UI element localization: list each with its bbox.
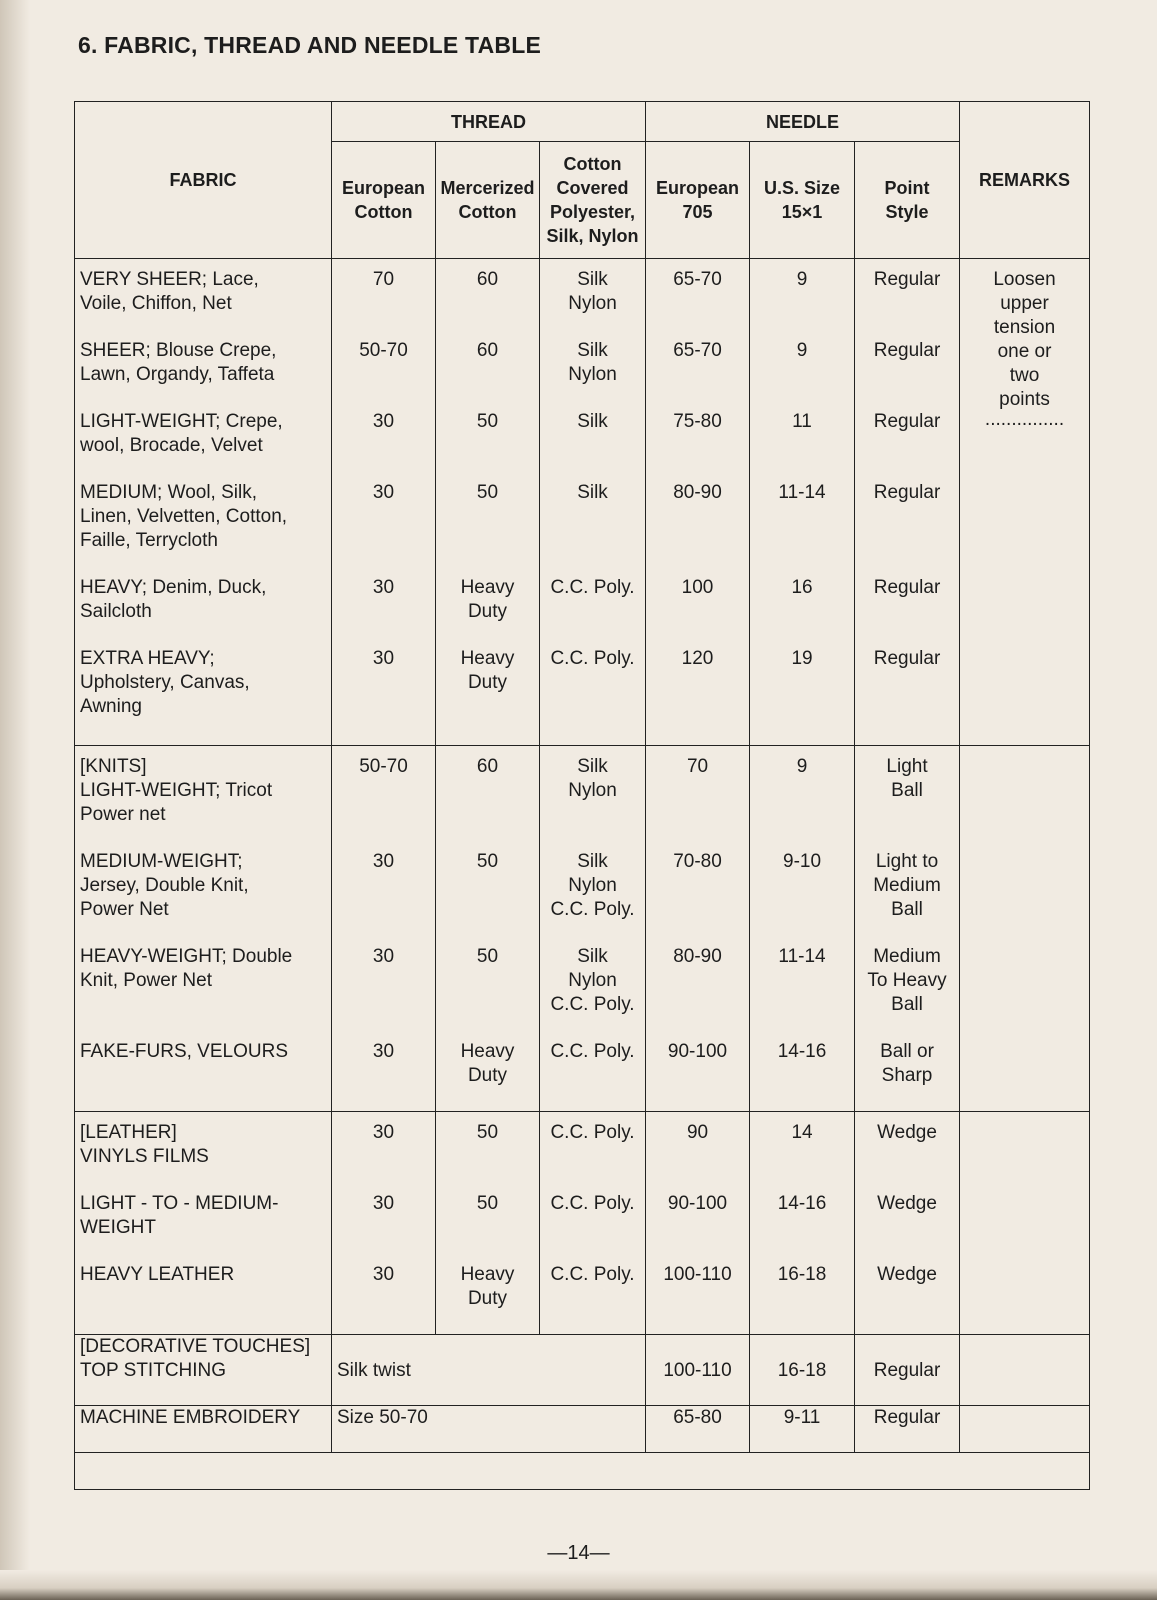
section-leather-fabric [75, 1112, 332, 1335]
section-knits-ccp [540, 746, 646, 1112]
s2-row-2-point-line: Ball [891, 994, 923, 1015]
s3-row-1-us-line: 14-16 [777, 1193, 827, 1214]
s1-row-2-us-line: 11 [792, 411, 812, 432]
s1-row-3-ccp [540, 481, 645, 553]
s1-row-3-point [855, 481, 959, 553]
thread-machine-embroidery: Size 50-70 [332, 1406, 646, 1453]
s2-row-3-merc-line: Duty [467, 1065, 508, 1086]
s1-row-2-fabric [75, 410, 331, 458]
section-woven-european-705 [646, 259, 750, 746]
s2-row-3-e705-line: 90-100 [667, 1041, 728, 1062]
section-knits-point-style [855, 746, 960, 1112]
s2-row-2-ccp [540, 945, 645, 1017]
remarks-text: Loosen upper tension one or two points ............... [984, 269, 1065, 430]
s3-row-2-point-line: Wedge [877, 1264, 937, 1285]
s2-row-3-fabric-line: FAKE-FURS, VELOURS [80, 1041, 288, 1062]
s2-row-0-fabric-line: [KNITS] [80, 756, 147, 777]
s3-row-0-point [855, 1121, 959, 1169]
table-section-woven [75, 259, 1090, 746]
page-bottom-edge [0, 1570, 1157, 1600]
s2-row-1-merc [436, 850, 539, 922]
section-knits-fabric [75, 746, 332, 1112]
table-row-top-stitching [75, 1335, 1090, 1406]
s1-row-2-point [855, 410, 959, 458]
s1-row-5-fabric-line: EXTRA HEAVY; [80, 648, 215, 669]
s1-row-4-eu-line: 30 [372, 577, 395, 598]
header-cotton-covered-polyester: Cotton Covered Polyester, Silk, Nylon [540, 142, 646, 259]
s1-row-2-ccp [540, 410, 645, 458]
s3-row-2-ccp [540, 1263, 645, 1311]
s2-row-3-merc-line: Heavy [460, 1041, 515, 1062]
s1-row-4-merc-line: Heavy [460, 577, 515, 598]
s1-row-0-fabric [75, 268, 331, 316]
s3-row-2-merc-line: Heavy [460, 1264, 515, 1285]
s2-row-0-point [855, 755, 959, 827]
s1-row-4-eu [332, 576, 435, 624]
s2-row-2-point-line: To Heavy [867, 970, 947, 991]
s1-row-5-point-line: Regular [873, 648, 941, 669]
s3-row-1-eu-line: 30 [372, 1193, 395, 1214]
s2-row-0-eu [332, 755, 435, 827]
section-woven-ccp [540, 259, 646, 746]
s2-row-1-e705-line: 70-80 [673, 851, 722, 872]
s1-row-4-point-line: Regular [873, 577, 941, 598]
header-us-size: U.S. Size 15×1 [750, 142, 855, 259]
s1-row-4-us [750, 576, 854, 624]
s2-row-1-ccp-line: C.C. Poly. [550, 899, 635, 920]
s3-row-1-us [750, 1192, 854, 1240]
s1-row-1-fabric-line: Lawn, Organdy, Taffeta [80, 364, 275, 385]
point-machine-embroidery: Regular [855, 1406, 960, 1453]
table-row-blank [75, 1453, 1090, 1490]
s3-row-0-merc [436, 1121, 539, 1169]
s2-row-0-fabric-line: LIGHT-WEIGHT; Tricot [80, 780, 273, 801]
s3-row-2-merc-line: Duty [467, 1288, 508, 1309]
s2-row-2-point [855, 945, 959, 1017]
header-fabric: FABRIC [75, 102, 332, 259]
s1-row-3-merc [436, 481, 539, 553]
s1-row-0-merc [436, 268, 539, 316]
s2-row-0-fabric [75, 755, 331, 827]
s2-row-3-ccp [540, 1040, 645, 1088]
s1-row-0-ccp-line: Nylon [568, 293, 617, 314]
s1-row-4-ccp-line: C.C. Poly. [550, 577, 635, 598]
s2-row-1-merc-line: 50 [476, 851, 499, 872]
s3-row-2-merc [436, 1263, 539, 1311]
s3-row-2-us [750, 1263, 854, 1311]
s1-row-5-fabric-line: Upholstery, Canvas, [80, 672, 250, 693]
remarks-empty [960, 1406, 1090, 1453]
s1-row-3-eu-line: 30 [372, 482, 395, 503]
s3-row-0-merc-line: 50 [476, 1122, 499, 1143]
section-leather-ccp [540, 1112, 646, 1335]
s3-row-0-ccp [540, 1121, 645, 1169]
s3-row-2-e705 [646, 1263, 749, 1311]
s1-row-2-eu-line: 30 [372, 411, 395, 432]
s2-row-2-merc-line: 50 [476, 946, 499, 967]
page-binding-shadow [0, 0, 30, 1600]
s1-row-0-eu-line: 70 [372, 269, 395, 290]
s1-row-4-point [855, 576, 959, 624]
s1-row-3-us-line: 11-14 [778, 482, 826, 503]
s3-row-1-merc-line: 50 [476, 1193, 499, 1214]
s1-row-5-eu [332, 647, 435, 719]
s1-row-5-us-line: 19 [791, 648, 813, 669]
s1-row-4-fabric-line: Sailcloth [80, 601, 152, 622]
s2-row-2-ccp-line: C.C. Poly. [550, 994, 635, 1015]
section-woven-fabric [75, 259, 332, 746]
fabric-top-stitching: [DECORATIVE TOUCHES] TOP STITCHING [75, 1335, 332, 1406]
section-knits-european-705 [646, 746, 750, 1112]
header-thread: THREAD [332, 102, 646, 142]
s2-row-2-fabric-line: HEAVY-WEIGHT; Double [80, 946, 293, 967]
s3-row-1-fabric-line: LIGHT - TO - MEDIUM- [80, 1193, 279, 1214]
s2-row-2-e705 [646, 945, 749, 1017]
s2-row-0-point-line: Ball [891, 780, 923, 801]
s3-row-0-fabric-line: [LEATHER] [80, 1122, 177, 1143]
s1-row-2-merc [436, 410, 539, 458]
s2-row-1-point [855, 850, 959, 922]
s2-row-0-us-line: 9 [796, 756, 808, 777]
s2-row-2-fabric-line: Knit, Power Net [80, 970, 212, 991]
s1-row-4-us-line: 16 [791, 577, 813, 598]
s2-row-1-point-line: Light to [875, 851, 939, 872]
s3-row-1-point [855, 1192, 959, 1240]
s2-row-1-eu-line: 30 [372, 851, 395, 872]
s1-row-0-ccp [540, 268, 645, 316]
s1-row-2-e705 [646, 410, 749, 458]
thread-top-stitching: Silk twist [332, 1335, 646, 1406]
s1-row-2-us [750, 410, 854, 458]
section-woven-european-cotton [332, 259, 436, 746]
header-european-cotton: European Cotton [332, 142, 436, 259]
s3-row-1-e705 [646, 1192, 749, 1240]
s1-row-1-merc-line: 60 [476, 340, 499, 361]
s1-row-3-point-line: Regular [873, 482, 941, 503]
s2-row-1-us [750, 850, 854, 922]
section-leather-point-style [855, 1112, 960, 1335]
s1-row-1-point [855, 339, 959, 387]
s3-row-1-merc [436, 1192, 539, 1240]
s2-row-3-ccp-line: C.C. Poly. [550, 1041, 635, 1062]
us-machine-embroidery: 9-11 [750, 1406, 855, 1453]
s1-row-0-eu [332, 268, 435, 316]
s2-row-3-point [855, 1040, 959, 1088]
s3-row-0-fabric [75, 1121, 331, 1169]
s2-row-3-merc [436, 1040, 539, 1088]
section-knits-us-size [750, 746, 855, 1112]
s2-row-3-us [750, 1040, 854, 1088]
s1-row-1-us-line: 9 [796, 340, 808, 361]
s1-row-1-eu-line: 50-70 [359, 340, 408, 361]
section-leather-us-size [750, 1112, 855, 1335]
s2-row-3-fabric [75, 1040, 331, 1088]
s2-row-0-fabric-line: Power net [80, 804, 166, 825]
s2-row-2-ccp-line: Nylon [568, 970, 617, 991]
s2-row-1-point-line: Medium [873, 875, 941, 896]
section-woven-us-size [750, 259, 855, 746]
s1-row-2-point-line: Regular [873, 411, 941, 432]
s2-row-3-point-line: Sharp [881, 1065, 933, 1086]
s2-row-2-e705-line: 80-90 [673, 946, 722, 967]
s1-row-5-merc [436, 647, 539, 719]
s2-row-3-point-line: Ball or [880, 1041, 934, 1062]
s1-row-1-e705-line: 65-70 [673, 340, 722, 361]
s2-row-3-eu [332, 1040, 435, 1088]
s1-row-3-e705 [646, 481, 749, 553]
s1-row-5-merc-line: Duty [467, 672, 508, 693]
s1-row-0-point-line: Regular [873, 269, 941, 290]
header-mercerized-cotton: Mercerized Cotton [436, 142, 540, 259]
s2-row-1-fabric [75, 850, 331, 922]
s3-row-2-us-line: 16-18 [777, 1264, 827, 1285]
blank-row [75, 1453, 1090, 1490]
point-top-stitching: Regular [855, 1335, 960, 1406]
page-number: —14— [547, 1542, 610, 1564]
s3-row-0-us [750, 1121, 854, 1169]
s3-row-2-eu [332, 1263, 435, 1311]
us-top-stitching: 16-18 [750, 1335, 855, 1406]
s3-row-1-eu [332, 1192, 435, 1240]
s3-row-1-ccp [540, 1192, 645, 1240]
s3-row-0-e705-line: 90 [686, 1122, 709, 1143]
remarks-cell [960, 259, 1090, 746]
s1-row-1-merc [436, 339, 539, 387]
s1-row-2-merc-line: 50 [476, 411, 499, 432]
s1-row-5-fabric-line: Awning [80, 696, 142, 717]
s1-row-2-e705-line: 75-80 [673, 411, 722, 432]
s1-row-1-us [750, 339, 854, 387]
header-point-style: Point Style [855, 142, 960, 259]
s1-row-0-us [750, 268, 854, 316]
s1-row-4-merc-line: Duty [467, 601, 508, 622]
s1-row-5-ccp-line: C.C. Poly. [550, 648, 635, 669]
s3-row-1-e705-line: 90-100 [667, 1193, 728, 1214]
s2-row-1-fabric-line: Jersey, Double Knit, [80, 875, 249, 896]
s1-row-3-fabric-line: Faille, Terrycloth [80, 530, 218, 551]
s1-row-4-fabric-line: HEAVY; Denim, Duck, [80, 577, 267, 598]
s1-row-3-us [750, 481, 854, 553]
page-title: 6. FABRIC, THREAD AND NEEDLE TABLE [78, 32, 541, 58]
s2-row-0-ccp [540, 755, 645, 827]
s1-row-5-e705-line: 120 [681, 648, 714, 669]
s1-row-1-fabric [75, 339, 331, 387]
s3-row-0-eu-line: 30 [372, 1122, 395, 1143]
s1-row-3-fabric-line: MEDIUM; Wool, Silk, [80, 482, 258, 503]
s2-row-0-merc [436, 755, 539, 827]
s3-row-0-us-line: 14 [791, 1122, 813, 1143]
s3-row-2-eu-line: 30 [372, 1264, 395, 1285]
s2-row-0-e705 [646, 755, 749, 827]
s1-row-3-merc-line: 50 [476, 482, 499, 503]
s3-row-1-fabric [75, 1192, 331, 1240]
s1-row-5-eu-line: 30 [372, 648, 395, 669]
s2-row-1-ccp-line: Nylon [568, 875, 617, 896]
s2-row-2-merc [436, 945, 539, 1017]
s2-row-0-e705-line: 70 [686, 756, 709, 777]
s2-row-2-us [750, 945, 854, 1017]
s2-row-2-ccp-line: Silk [577, 946, 608, 967]
section-knits-mercerized [436, 746, 540, 1112]
s1-row-4-e705 [646, 576, 749, 624]
section-leather-european-705 [646, 1112, 750, 1335]
s2-row-1-fabric-line: MEDIUM-WEIGHT; [80, 851, 243, 872]
s2-row-1-us-line: 9-10 [783, 851, 822, 872]
s1-row-5-fabric [75, 647, 331, 719]
s1-row-5-us [750, 647, 854, 719]
s1-row-2-eu [332, 410, 435, 458]
s2-row-0-us [750, 755, 854, 827]
s2-row-1-e705 [646, 850, 749, 922]
s1-row-5-e705 [646, 647, 749, 719]
section-woven-point-style [855, 259, 960, 746]
header-european-705: European 705 [646, 142, 750, 259]
s2-row-0-eu-line: 50-70 [359, 756, 408, 777]
e705-top-stitching: 100-110 [646, 1335, 750, 1406]
s3-row-0-e705 [646, 1121, 749, 1169]
s2-row-2-eu [332, 945, 435, 1017]
s1-row-3-e705-line: 80-90 [673, 482, 722, 503]
s2-row-2-fabric [75, 945, 331, 1017]
s1-row-1-point-line: Regular [873, 340, 941, 361]
remarks-empty [960, 1335, 1090, 1406]
s1-row-4-merc [436, 576, 539, 624]
s3-row-2-fabric-line: HEAVY LEATHER [80, 1264, 235, 1285]
remarks-empty [960, 1112, 1090, 1335]
s1-row-1-e705 [646, 339, 749, 387]
section-leather-mercerized [436, 1112, 540, 1335]
s1-row-3-fabric [75, 481, 331, 553]
s1-row-4-e705-line: 100 [681, 577, 714, 598]
remarks-empty [960, 746, 1090, 1112]
table-section-knits [75, 746, 1090, 1112]
e705-machine-embroidery: 65-80 [646, 1406, 750, 1453]
s1-row-1-ccp-line: Nylon [568, 364, 617, 385]
s2-row-0-merc-line: 60 [476, 756, 499, 777]
s3-row-0-point-line: Wedge [877, 1122, 937, 1143]
section-leather-european-cotton [332, 1112, 436, 1335]
s2-row-0-point-line: Light [886, 756, 928, 777]
s2-row-3-us-line: 14-16 [777, 1041, 827, 1062]
s1-row-5-point [855, 647, 959, 719]
fabric-machine-embroidery: MACHINE EMBROIDERY [75, 1406, 332, 1453]
s3-row-0-ccp-line: C.C. Poly. [550, 1122, 635, 1143]
s1-row-0-e705-line: 65-70 [673, 269, 722, 290]
s2-row-1-ccp [540, 850, 645, 922]
s1-row-4-ccp [540, 576, 645, 624]
fabric-thread-needle-table [74, 101, 1090, 1490]
s1-row-0-us-line: 9 [796, 269, 808, 290]
s1-row-4-fabric [75, 576, 331, 624]
s2-row-1-fabric-line: Power Net [80, 899, 169, 920]
s1-row-0-fabric-line: Voile, Chiffon, Net [80, 293, 232, 314]
s2-row-3-e705 [646, 1040, 749, 1088]
s2-row-2-eu-line: 30 [372, 946, 395, 967]
s1-row-2-ccp-line: Silk [577, 411, 608, 432]
s2-row-2-us-line: 11-14 [778, 946, 826, 967]
s2-row-1-eu [332, 850, 435, 922]
section-woven-mercerized [436, 259, 540, 746]
s2-row-0-ccp-line: Nylon [568, 780, 617, 801]
s2-row-3-eu-line: 30 [372, 1041, 395, 1062]
s1-row-2-fabric-line: LIGHT-WEIGHT; Crepe, [80, 411, 283, 432]
s2-row-2-point-line: Medium [873, 946, 941, 967]
s1-row-0-fabric-line: VERY SHEER; Lace, [80, 269, 259, 290]
s3-row-2-e705-line: 100-110 [663, 1264, 732, 1285]
s1-row-1-fabric-line: SHEER; Blouse Crepe, [80, 340, 277, 361]
header-needle: NEEDLE [646, 102, 960, 142]
header-remarks: REMARKS [960, 102, 1090, 259]
s1-row-1-ccp-line: Silk [577, 340, 608, 361]
s3-row-0-fabric-line: VINYLS FILMS [80, 1146, 209, 1167]
s3-row-0-eu [332, 1121, 435, 1169]
section-knits-european-cotton [332, 746, 436, 1112]
s1-row-3-ccp-line: Silk [577, 482, 608, 503]
s1-row-0-e705 [646, 268, 749, 316]
s2-row-1-ccp-line: Silk [577, 851, 608, 872]
s1-row-5-ccp [540, 647, 645, 719]
s2-row-1-point-line: Ball [891, 899, 923, 920]
table-row-machine-embroidery [75, 1406, 1090, 1453]
s1-row-3-eu [332, 481, 435, 553]
s1-row-2-fabric-line: wool, Brocade, Velvet [80, 435, 263, 456]
s1-row-1-ccp [540, 339, 645, 387]
s1-row-0-point [855, 268, 959, 316]
s3-row-1-ccp-line: C.C. Poly. [550, 1193, 635, 1214]
s3-row-1-point-line: Wedge [877, 1193, 937, 1214]
s1-row-0-ccp-line: Silk [577, 269, 608, 290]
s3-row-2-ccp-line: C.C. Poly. [550, 1264, 635, 1285]
s1-row-0-merc-line: 60 [476, 269, 499, 290]
table-section-leather [75, 1112, 1090, 1335]
s3-row-2-point [855, 1263, 959, 1311]
s1-row-5-merc-line: Heavy [460, 648, 515, 669]
s1-row-1-eu [332, 339, 435, 387]
s2-row-0-ccp-line: Silk [577, 756, 608, 777]
s1-row-3-fabric-line: Linen, Velvetten, Cotton, [80, 506, 288, 527]
s3-row-2-fabric [75, 1263, 331, 1311]
s3-row-1-fabric-line: WEIGHT [80, 1217, 156, 1238]
